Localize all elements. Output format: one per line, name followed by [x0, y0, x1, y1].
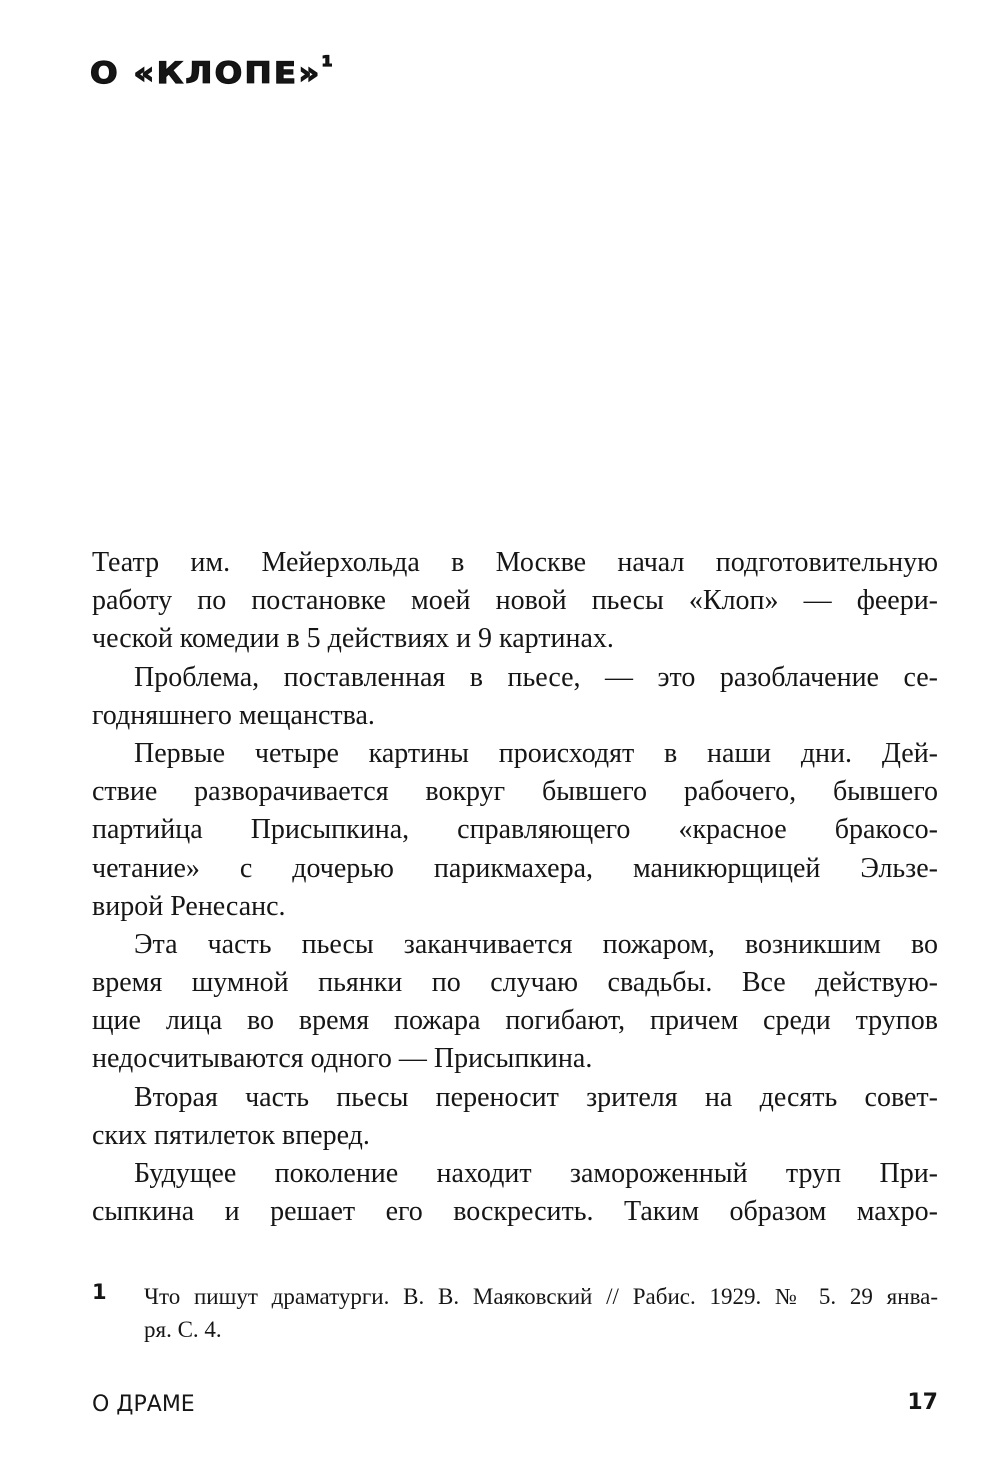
paragraph-line: работу по постановке моей новой пьесы «Клоп» — феери- [92, 585, 938, 617]
paragraph-line: ческой комедии в 5 действиях и 9 картинах. [92, 623, 614, 655]
chapter-title [90, 56, 335, 90]
paragraph-line: Будущее поколение находит замороженный труп При- [134, 1158, 938, 1189]
paragraph-line: годняшнего мещанства. [92, 699, 375, 731]
paragraph-line: четание» с дочерью парикмахера, маникюрщицей Эльзе- [92, 852, 938, 884]
paragraph-line: Первые четыре картины происходят в наши дни. Дей- [134, 737, 938, 769]
paragraph-line: Эта часть пьесы заканчивается пожаром, возникшим во [134, 928, 938, 960]
footnote [92, 1280, 938, 1346]
paragraph-line: Проблема, поставленная в пьесе, — это разоблачение се- [134, 661, 938, 693]
paragraph-line: партийца Присыпкина, справляющего «красное бракосо- [92, 814, 938, 846]
paragraph-line: ских пятилеток вперед. [92, 1119, 370, 1151]
footnote-number: 1 [92, 1280, 107, 1304]
footnote-text [144, 1280, 938, 1346]
running-footer-section: О ДРАМЕ [92, 1392, 195, 1417]
paragraph-line: время шумной пьянки по случаю свадьбы. Все действую- [92, 967, 938, 999]
paragraph-line: недосчитываются одного — Присыпкина. [92, 1043, 593, 1075]
paragraph-line: сыпкина и решает его воскресить. Таким образом махро- [92, 1196, 938, 1228]
paragraph-line: щие лица во время пожара погибают, причем среди трупов [92, 1005, 938, 1037]
paragraph-line: Вторая часть пьесы переносит зрителя на десять совет- [134, 1081, 938, 1113]
footnote-reference: 1 [321, 54, 335, 70]
chapter-title-text: О «КЛОПЕ» [90, 56, 322, 90]
paragraph-line: вирой Ренесанс. [92, 890, 286, 922]
paragraph-line: Театр им. Мейерхольда в Москве начал подготовительную [92, 547, 938, 578]
page-number: 17 [907, 1390, 938, 1415]
paragraph-line: ствие разворачивается вокруг бывшего рабочего, бывшего [92, 776, 938, 808]
footnote-line: ря. С. 4. [144, 1317, 222, 1342]
footnote-line: Что пишут драматурги. В. В. Маяковский // Рабис. 1929. № 5. 29 янва- [144, 1284, 938, 1309]
body-text [92, 544, 938, 1231]
